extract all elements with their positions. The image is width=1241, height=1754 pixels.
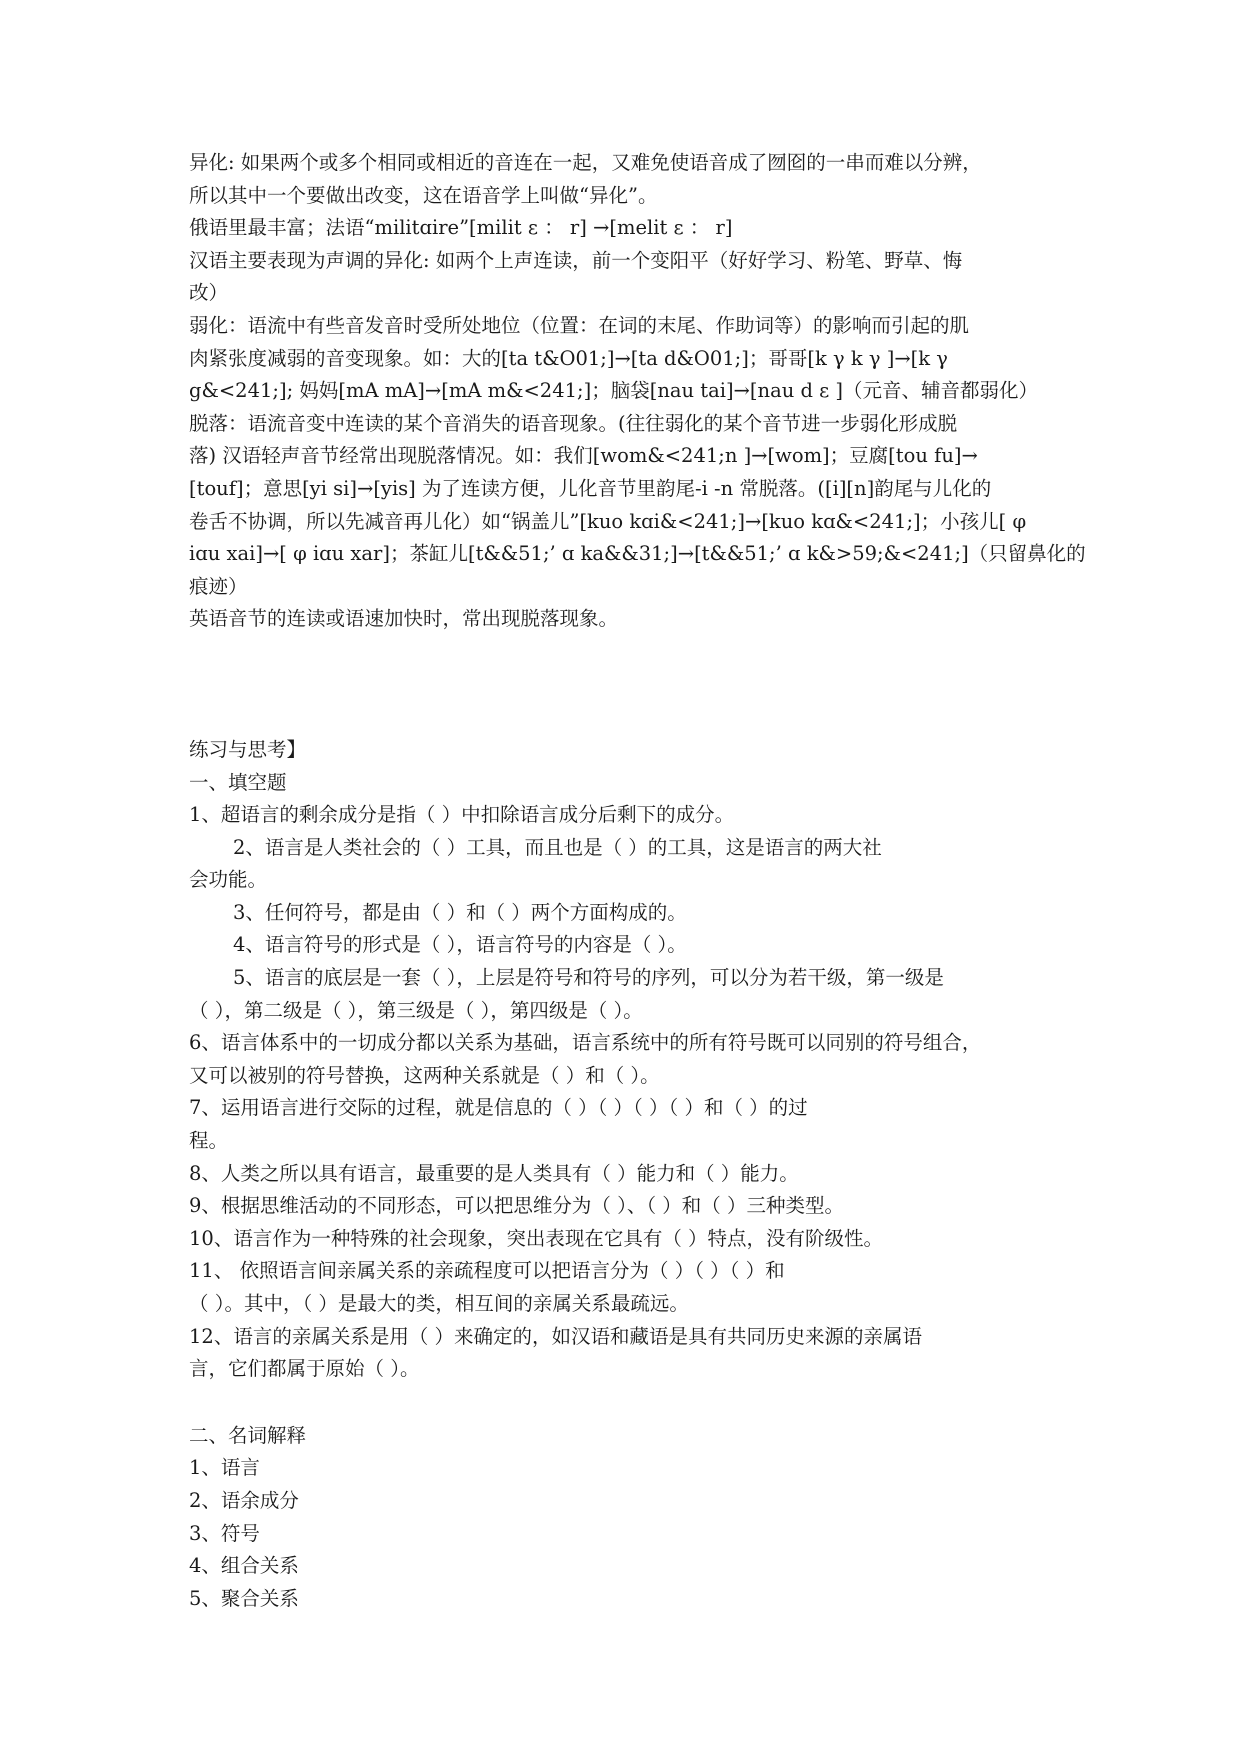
section-gap xyxy=(189,1386,1064,1420)
paragraph-line: 卷舌不协调，所以先减音再儿化）如“锅盖儿”[kuo kɑi&<241;]→[kuo kɑ&<241;]；小孩儿[ φ xyxy=(189,509,1027,533)
fill-blank-line: （ ），第二级是（ ），第三级是（ ），第四级是（ ）。 xyxy=(189,998,643,1022)
term-item: 5、聚合关系 xyxy=(189,1586,299,1610)
fill-blank-line: 又可以被别的符号替换，这两种关系就是（ ）和（ ）。 xyxy=(189,1063,660,1087)
paragraph-line: 痕迹） xyxy=(189,574,248,598)
fill-blank-line: 10、语言作为一种特殊的社会现象，突出表现在它具有（ ）特点，没有阶级性。 xyxy=(189,1226,884,1250)
paragraph-line: 所以其中一个要做出改变，这在语音学上叫做“异化”。 xyxy=(189,183,658,207)
paragraph-line: g&<241;]; 妈妈[mA mA]→[mA m&<241;]；脑袋[nau tai]→[nau d ε ]（元音、辅音都弱化） xyxy=(189,379,1039,403)
fill-blank-line: 6、语言体系中的一切成分都以关系为基础，语言系统中的所有符号既可以同别的符号组合， xyxy=(189,1031,982,1055)
paragraph-line: 落) 汉语轻声音节经常出现脱落情况。如：我们[wom&<241;n ]→[wom]；豆腐[tou fu]→ xyxy=(189,444,978,468)
term-item: 2、语余成分 xyxy=(189,1488,299,1512)
fill-blank-line: 8、人类之所以具有语言，最重要的是人类具有（ ）能力和（ ）能力。 xyxy=(189,1161,799,1185)
fill-blank-line: 4、语言符号的形式是（ ），语言符号的内容是（ ）。 xyxy=(233,933,687,957)
fill-blank-list xyxy=(189,799,1064,1386)
section-phonetic-changes xyxy=(189,147,1086,636)
paragraph-line: 俄语里最丰富；法语“militɑire”[milit ε ： r] →[melit ε ： r] xyxy=(189,216,733,240)
exercises-heading: 练习与思考】 xyxy=(189,737,307,761)
fill-blank-title: 一、填空题 xyxy=(189,770,287,794)
paragraph-line: 异化: 如果两个或多个相同或相近的音连在一起，又难免使语音成了囫囵的一串而难以分辨， xyxy=(189,151,982,174)
fill-blank-line: 12、语言的亲属关系是用（ ）来确定的，如汉语和藏语是具有共同历史来源的亲属语 xyxy=(189,1324,923,1348)
fill-blank-line: 言，它们都属于原始（ ）。 xyxy=(189,1357,420,1381)
fill-blank-line: 程。 xyxy=(189,1129,229,1153)
document-page xyxy=(189,147,1086,1615)
paragraph-line: 汉语主要表现为声调的异化: 如两个上声连读，前一个变阳平（好好学习、粉笔、野草、悔 xyxy=(189,248,963,272)
terms-list xyxy=(189,1452,1064,1615)
paragraph-line: 肉紧张度减弱的音变现象。如：大的[ta t&O01;]→[ta d&O01;]；哥哥[k γ k γ ]→[k γ xyxy=(189,346,948,370)
term-item: 1、语言 xyxy=(189,1456,260,1480)
paragraph-line: 英语音节的连读或语速加快时，常出现脱落现象。 xyxy=(189,607,619,631)
fill-blank-line: 3、任何符号，都是由（ ）和（ ）两个方面构成的。 xyxy=(233,900,687,924)
paragraph-line: 脱落：语流音变中连读的某个音消失的语音现象。(往往弱化的某个音节进一步弱化形成脱 xyxy=(189,411,958,435)
terms-title: 二、名词解释 xyxy=(189,1423,307,1447)
term-item: 4、组合关系 xyxy=(189,1554,299,1578)
fill-blank-line: 7、运用语言进行交际的过程，就是信息的（ ）（ ）（ ）（ ）和（ ）的过 xyxy=(189,1096,808,1120)
paragraph-line: [touf]；意思[yi si]→[yis] 为了连读方便，儿化音节里韵尾-i -n 常脱落。([i][n]韵尾与儿化的 xyxy=(189,476,992,500)
fill-blank-line: 5、语言的底层是一套（ ），上层是符号和符号的序列，可以分为若干级，第一级是 xyxy=(233,966,944,990)
paragraph-line: iɑu xai]→[ φ iɑu xar]；茶缸儿[t&&51;’ ɑ ka&&31;]→[t&&51;’ ɑ k&>59;&<241;]（只留鼻化的 xyxy=(189,542,1086,566)
section-gap xyxy=(189,636,1064,734)
fill-blank-line: 9、根据思维活动的不同形态，可以把思维分为（ ）、（ ）和（ ）三种类型。 xyxy=(189,1194,845,1218)
paragraph-line: 改） xyxy=(189,281,229,305)
paragraph-line: 弱化：语流中有些音发音时受所处地位（位置：在词的末尾、作助词等）的影响而引起的肌 xyxy=(189,313,970,337)
fill-blank-line: （ ）。其中，（ ）是最大的类，相互间的亲属关系最疏远。 xyxy=(189,1292,689,1315)
fill-blank-line: 1、超语言的剩余成分是指（ ）中扣除语言成分后剩下的成分。 xyxy=(189,803,735,827)
fill-blank-line: 2、语言是人类社会的（ ）工具，而且也是（ ）的工具，这是语言的两大社 xyxy=(233,835,882,859)
term-item: 3、符号 xyxy=(189,1521,260,1545)
fill-blank-line: 11、 依照语言间亲属关系的亲疏程度可以把语言分为（ ）（ ）（ ）和 xyxy=(189,1259,785,1283)
fill-blank-line: 会功能。 xyxy=(189,868,268,892)
